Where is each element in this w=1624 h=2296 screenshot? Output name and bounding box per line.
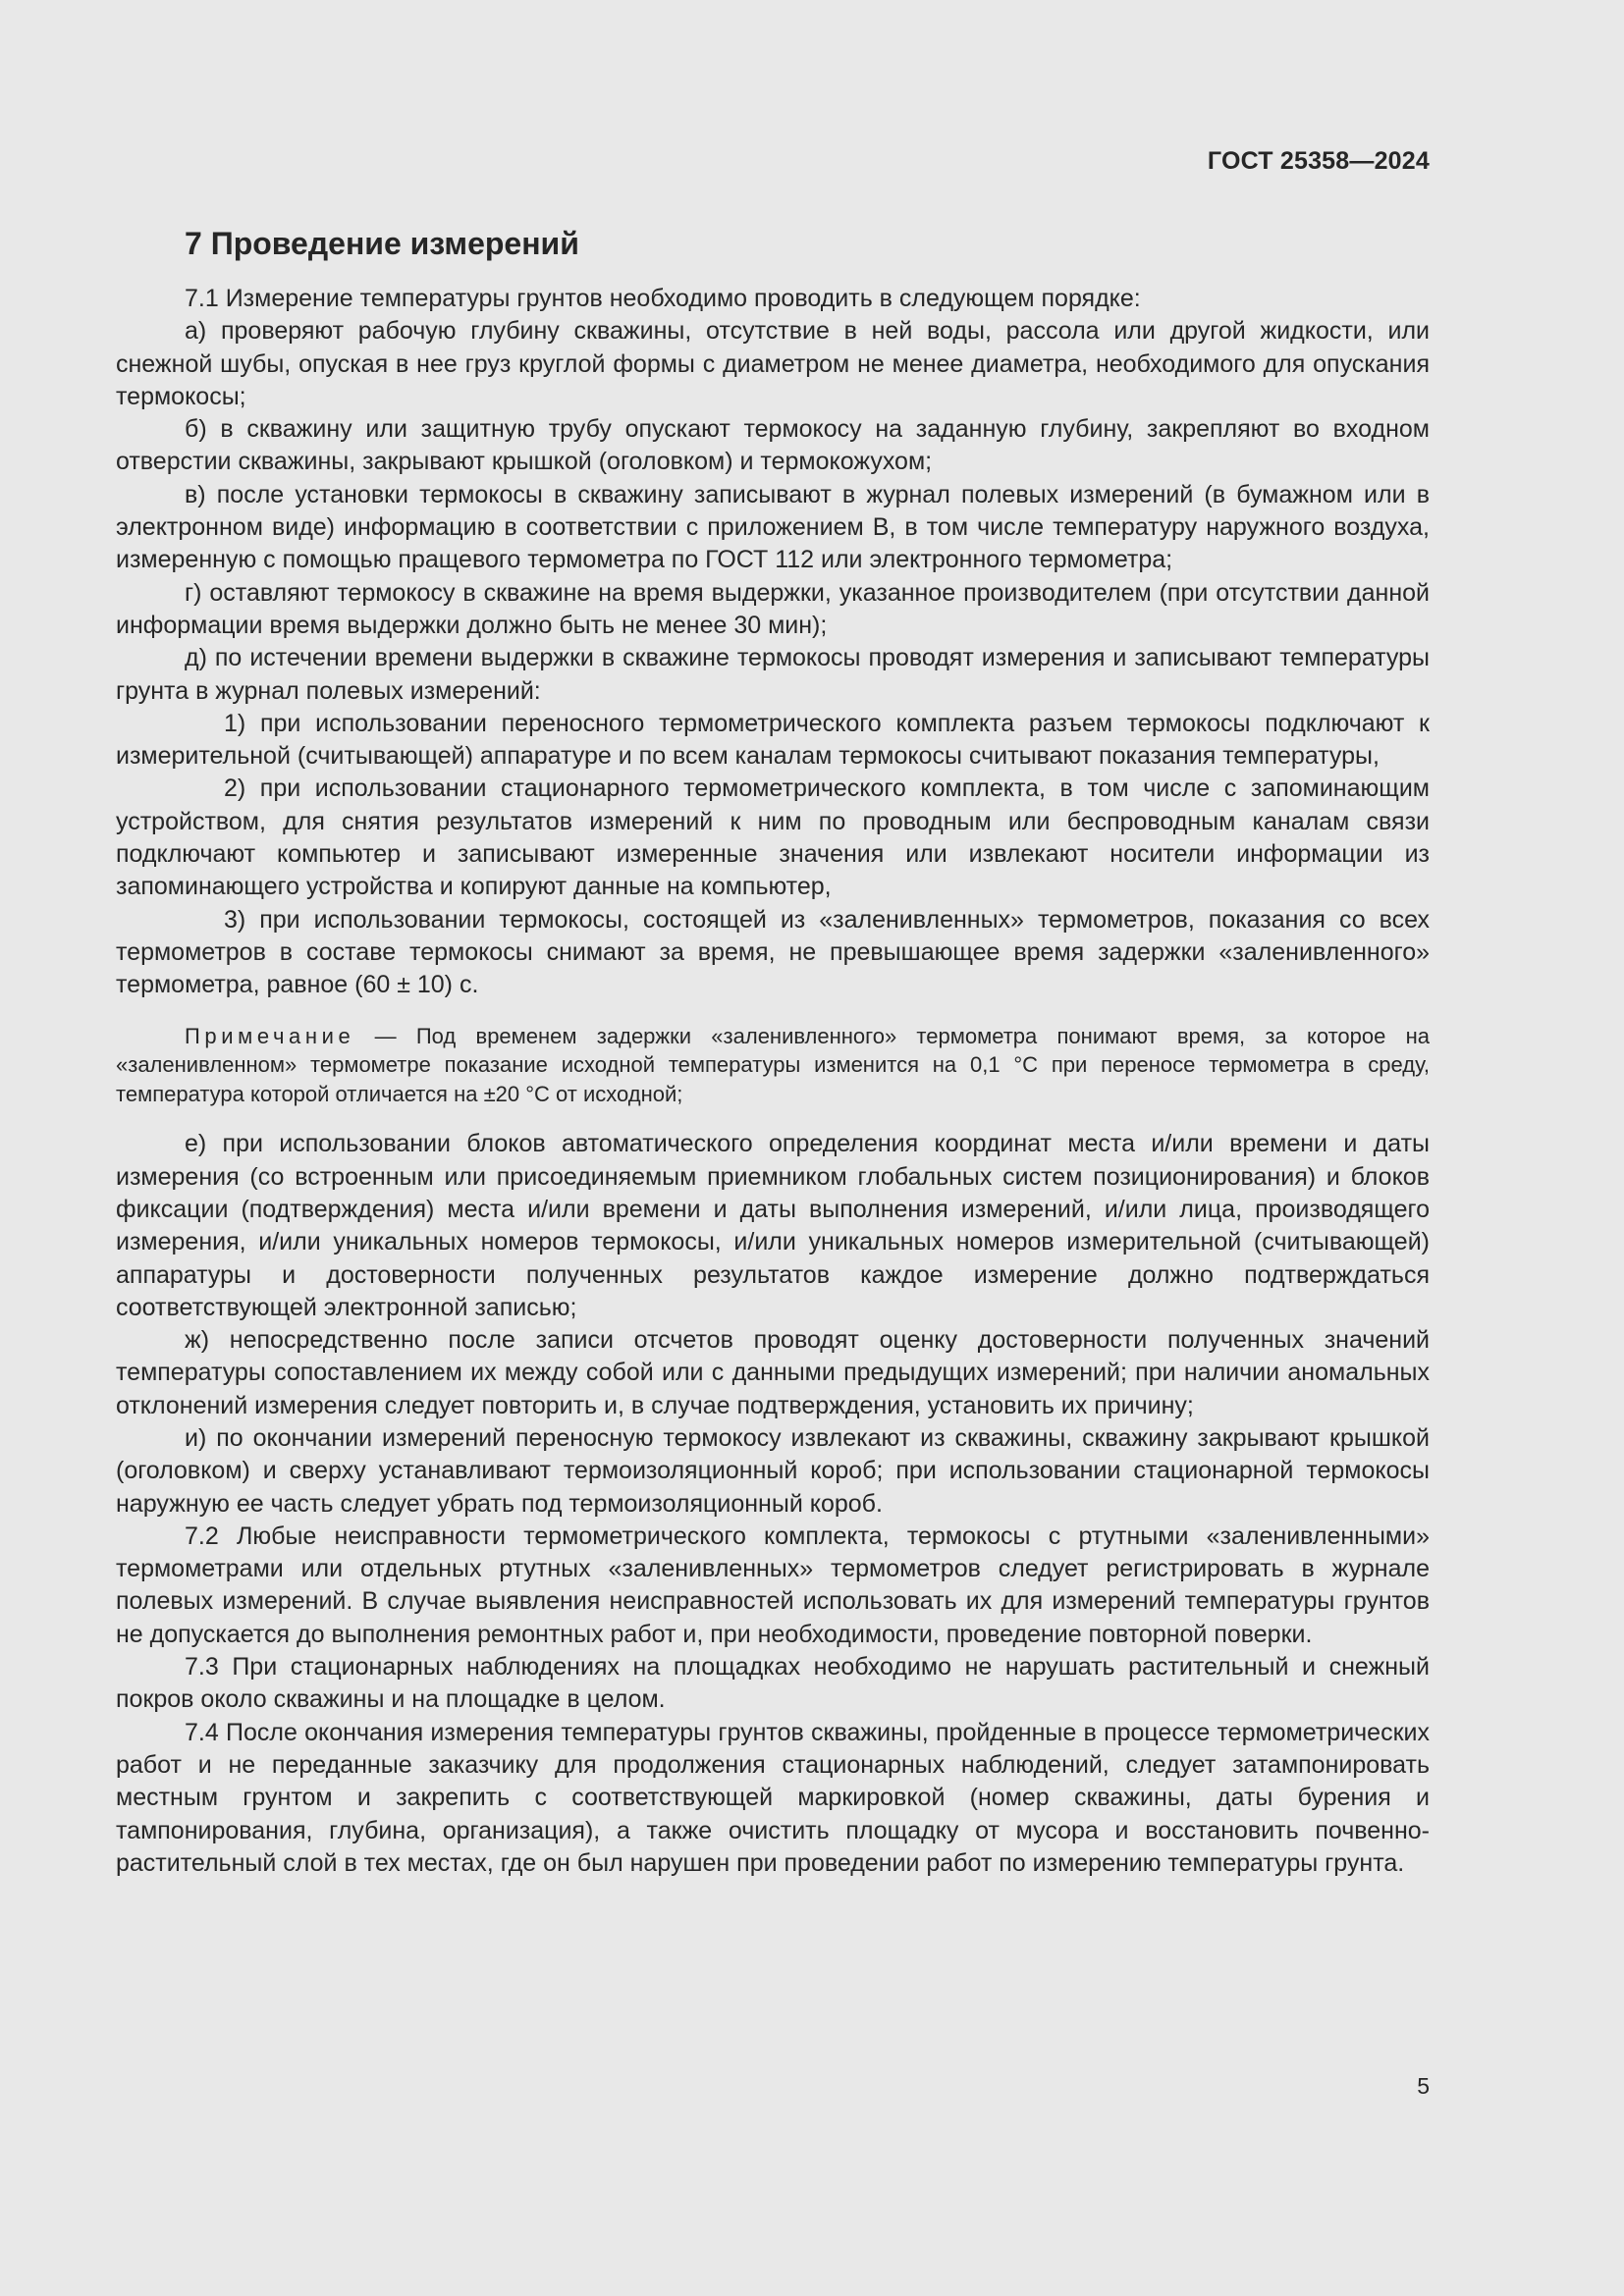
document-code: ГОСТ 25358—2024 — [1207, 147, 1430, 175]
list-item-e: е) при использовании блоков автоматического определения координат места и/или времени и даты измерения (со встроенным или присоединяемым приемником глобальных систем позиционирования) и блоков фиксации (подтверждения) места и/или времени и даты выполнения измерений, и/или лица, производящего измерения, и/или уникальных номеров термокосы, и/или уникальных номеров измерительной (считывающей) аппаратуры и достоверности полученных результатов каждое измерение должно подтверждаться соответствующей электронной записью; — [116, 1130, 1430, 1321]
page-number: 5 — [1417, 2073, 1430, 2099]
note-label: Примечание — [185, 1023, 355, 1048]
paragraph-7-1: 7.1 Измерение температуры грунтов необходимо проводить в следующем порядке: — [185, 285, 1141, 312]
note — [116, 1022, 1430, 1109]
list-item-i: и) по окончании измерений переносную термокосу извлекают из скважины, скважину закрывают крышкой (оголовком) и сверху устанавливают термоизоляционный короб; при использовании стационарной термокосы наружную ее часть следует убрать под термоизоляционный короб. — [116, 1423, 1430, 1518]
paragraph-7-2: 7.2 Любые неисправности термометрического комплекта, термокосы с ртутными «заленивленными» термометрами или отдельных ртутных «заленивленных» термометров следует регистрировать в журнале полевых измерений. В случае выявления неисправностей использовать их для измерений температуры грунтов не допускается до выполнения ремонтных работ и, при необходимости, проведение повторной поверки. — [116, 1522, 1430, 1648]
sub-item-2: 2) при использовании стационарного термометрического комплекта, в том числе с запоминающим устройством, для снятия результатов измерений к ним по проводным или беспроводным каналам связи подключают компьютер и записывают измеренные значения или извлекают носители информации из запоминающего устройства и копируют данные на компьютер, — [116, 774, 1430, 901]
list-item-d: д) по истечении времени выдержки в скважине термокосы проводят измерения и записывают температуры грунта в журнал полевых измерений: — [116, 644, 1430, 705]
list-item-g: г) оставляют термокосу в скважине на время выдержки, указанное производителем (при отсутствии данной информации время выдержки должно быть не менее 30 мин); — [116, 578, 1430, 639]
document-body — [116, 222, 1430, 1880]
paragraph-7-3: 7.3 При стационарных наблюдениях на площадках необходимо не нарушать растительный и снежный покров около скважины и на площадке в целом. — [116, 1653, 1430, 1714]
list-item-zh: ж) непосредственно после записи отсчетов проводят оценку достоверности полученных значений температуры сопоставлением их между собой или с данными предыдущих измерений; при наличии аномальных отклонений измерения следует повторить и, в случае подтверждения, установить их причину; — [116, 1326, 1430, 1419]
sub-item-1: 1) при использовании переносного термометрического комплекта разъем термокосы подключают к измерительной (считывающей) аппаратуре и по всем каналам термокосы считывают показания температуры, — [116, 709, 1430, 771]
sub-item-3: 3) при использовании термокосы, состоящей из «заленивленных» термометров, показания со всех термометров в составе термокосы снимают за время, не превышающее время задержки «заленивленного» термометра, равное (60 ± 10) с. — [116, 905, 1430, 999]
section-title: 7 Проведение измерений — [185, 226, 579, 261]
list-item-a: а) проверяют рабочую глубину скважины, отсутствие в ней воды, рассола или другой жидкости, или снежной шубы, опуская в нее груз круглой формы с диаметром не менее диаметра, необходимого для опускания термокосы; — [116, 317, 1430, 410]
list-item-v: в) после установки термокосы в скважину записывают в журнал полевых измерений (в бумажном или в электронном виде) информацию в соответствии с приложением В, в том числе температуру наружного воздуха, измеренную с помощью пращевого термометра по ГОСТ 112 или электронного термометра; — [116, 480, 1430, 574]
paragraph-7-4: 7.4 После окончания измерения температуры грунтов скважины, пройденные в процессе термометрических работ и не переданные заказчику для продолжения стационарных наблюдений, следует затампонировать местным грунтом и закрепить с соответствующей маркировкой (номер скважины, даты бурения и тампонирования, глубина, организация), а также очистить площадку от мусора и восстановить почвенно-растительный слой в тех местах, где он был нарушен при проведении работ по измерению температуры грунта. — [116, 1718, 1430, 1877]
list-item-b: б) в скважину или защитную трубу опускают термокосу на заданную глубину, закрепляют во входном отверстии скважины, закрывают крышкой (оголовком) и термокожухом; — [116, 415, 1430, 476]
note-text: — Под временем задержки «заленивленного» термометра понимают время, за которое на «заленивленном» термометре показание исходной температуры изменится на 0,1 °С при переносе термометра в среду, температура которой отличается на ±20 °С от исходной; — [116, 1023, 1430, 1106]
